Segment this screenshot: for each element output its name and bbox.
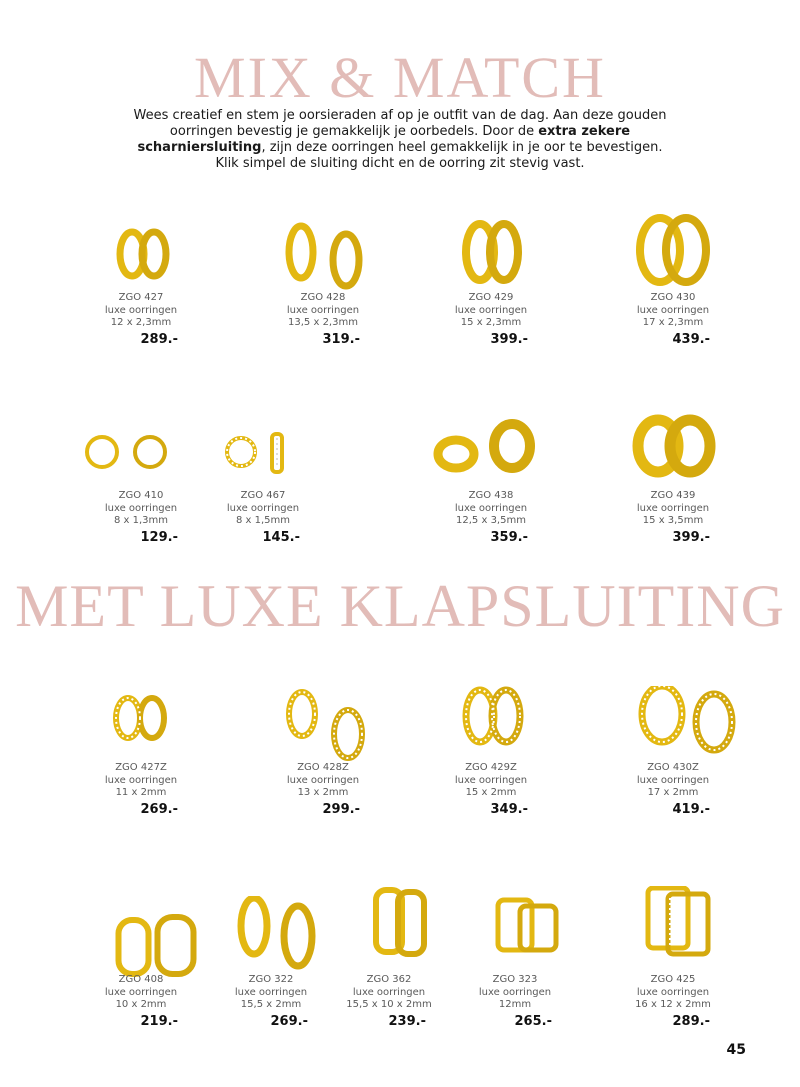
mix-match-title: MIX & MATCH [194, 45, 606, 110]
product-desc: luxe oorringen [454, 304, 528, 316]
wide-hoop-pair-large-icon [598, 412, 748, 502]
product-size: 16 x 12 x 2mm [635, 999, 711, 1010]
product-desc: luxe oorringen [234, 986, 308, 998]
product-size: 17 x 2,3mm [642, 317, 704, 328]
intro-part2: , zijn deze oorringen heel gemakkelijk in je oor te bevestigen. Klik simpel de sluiting dicht en de oorring zit stevig vast. [215, 140, 663, 171]
product-size: 15 x 3,5mm [642, 515, 704, 526]
product-price: 265.- [514, 1013, 552, 1029]
product-desc: luxe oorringen [104, 774, 178, 786]
product-code: ZGO 429Z [465, 762, 517, 773]
product-size: 12,5 x 3,5mm [456, 515, 526, 526]
intro-bold: extra zekere scharniersluiting [137, 124, 631, 155]
product-size: 12 x 2,3mm [110, 317, 172, 328]
product-size: 15 x 2,3mm [460, 317, 522, 328]
wide-hoop-pair-icon [416, 412, 566, 502]
product-desc: luxe oorringen [104, 986, 178, 998]
product-desc: luxe oorringen [286, 304, 360, 316]
product-size: 8 x 1,5mm [235, 515, 291, 526]
product-size: 8 x 1,3mm [113, 515, 169, 526]
product-price: 269.- [140, 801, 178, 817]
hoop-pair-open-icon [248, 214, 398, 304]
product-size: 15,5 x 10 x 2mm [346, 999, 432, 1010]
product-price: 299.- [322, 801, 360, 817]
product-code: ZGO 428 [300, 292, 346, 303]
hoop-pair-large-icon [598, 214, 748, 304]
product-price: 269.- [270, 1013, 308, 1029]
product-desc: luxe oorringen [636, 502, 710, 514]
product-desc: luxe oorringen [352, 986, 426, 998]
product-size: 10 x 2mm [115, 999, 167, 1010]
product-desc: luxe oorringen [454, 502, 528, 514]
product-price: 289.- [672, 1013, 710, 1029]
product-code: ZGO 438 [468, 490, 514, 501]
product-code: ZGO 428Z [297, 762, 349, 773]
product-desc: luxe oorringen [104, 304, 178, 316]
product-desc: luxe oorringen [454, 774, 528, 786]
product-code: ZGO 322 [248, 974, 294, 985]
product-code: ZGO 408 [118, 974, 164, 985]
product-price: 419.- [672, 801, 710, 817]
rect-crystal-hoop-pair-icon [598, 886, 748, 976]
product-code: ZGO 429 [468, 292, 514, 303]
rect-hoop-pair-icon [66, 896, 216, 986]
product-size: 13 x 2mm [297, 787, 349, 798]
page-number: 45 [726, 1042, 746, 1058]
product-code: ZGO 362 [366, 974, 412, 985]
product-price: 219.- [140, 1013, 178, 1029]
product-code: ZGO 323 [492, 974, 538, 985]
product-price: 289.- [140, 331, 178, 347]
product-price: 439.- [672, 331, 710, 347]
product-size: 13,5 x 2,3mm [288, 317, 358, 328]
product-desc: luxe oorringen [286, 774, 360, 786]
product-code: ZGO 427 [118, 292, 164, 303]
product-code: ZGO 430Z [647, 762, 699, 773]
product-price: 349.- [490, 801, 528, 817]
product-code: ZGO 425 [650, 974, 696, 985]
product-price: 319.- [322, 331, 360, 347]
product-desc: luxe oorringen [226, 502, 300, 514]
product-price: 399.- [672, 529, 710, 545]
crystal-hoop-pair-icon [188, 412, 338, 502]
product-price: 359.- [490, 529, 528, 545]
product-price: 399.- [490, 331, 528, 347]
product-desc: luxe oorringen [636, 986, 710, 998]
product-desc: luxe oorringen [636, 304, 710, 316]
square-hoop-pair-icon [440, 886, 590, 976]
hoop-pair-icon [416, 214, 566, 304]
product-code: ZGO 439 [650, 490, 696, 501]
intro-part1: Wees creatief en stem je oorsieraden af op je outfit van de dag. Aan deze gouden oorringen bevestig je gemakkelijk je oorbedels. Door de [133, 108, 667, 139]
product-code: ZGO 410 [118, 490, 164, 501]
intro-text [130, 108, 670, 172]
product-size: 17 x 2mm [647, 787, 699, 798]
product-price: 145.- [262, 529, 300, 545]
product-code: ZGO 430 [650, 292, 696, 303]
product-size: 15,5 x 2mm [240, 999, 302, 1010]
product-desc: luxe oorringen [478, 986, 552, 998]
hoop-pair-small-icon [66, 214, 216, 304]
product-size: 11 x 2mm [115, 787, 167, 798]
product-size: 15 x 2mm [465, 787, 517, 798]
product-code: ZGO 427Z [115, 762, 167, 773]
product-desc: luxe oorringen [104, 502, 178, 514]
product-size: 12mm [498, 999, 532, 1010]
product-code: ZGO 467 [240, 490, 286, 501]
klapsluiting-title: MET LUXE KLAPSLUITING [15, 573, 785, 639]
product-price: 129.- [140, 529, 178, 545]
product-desc: luxe oorringen [636, 774, 710, 786]
product-price: 239.- [388, 1013, 426, 1029]
